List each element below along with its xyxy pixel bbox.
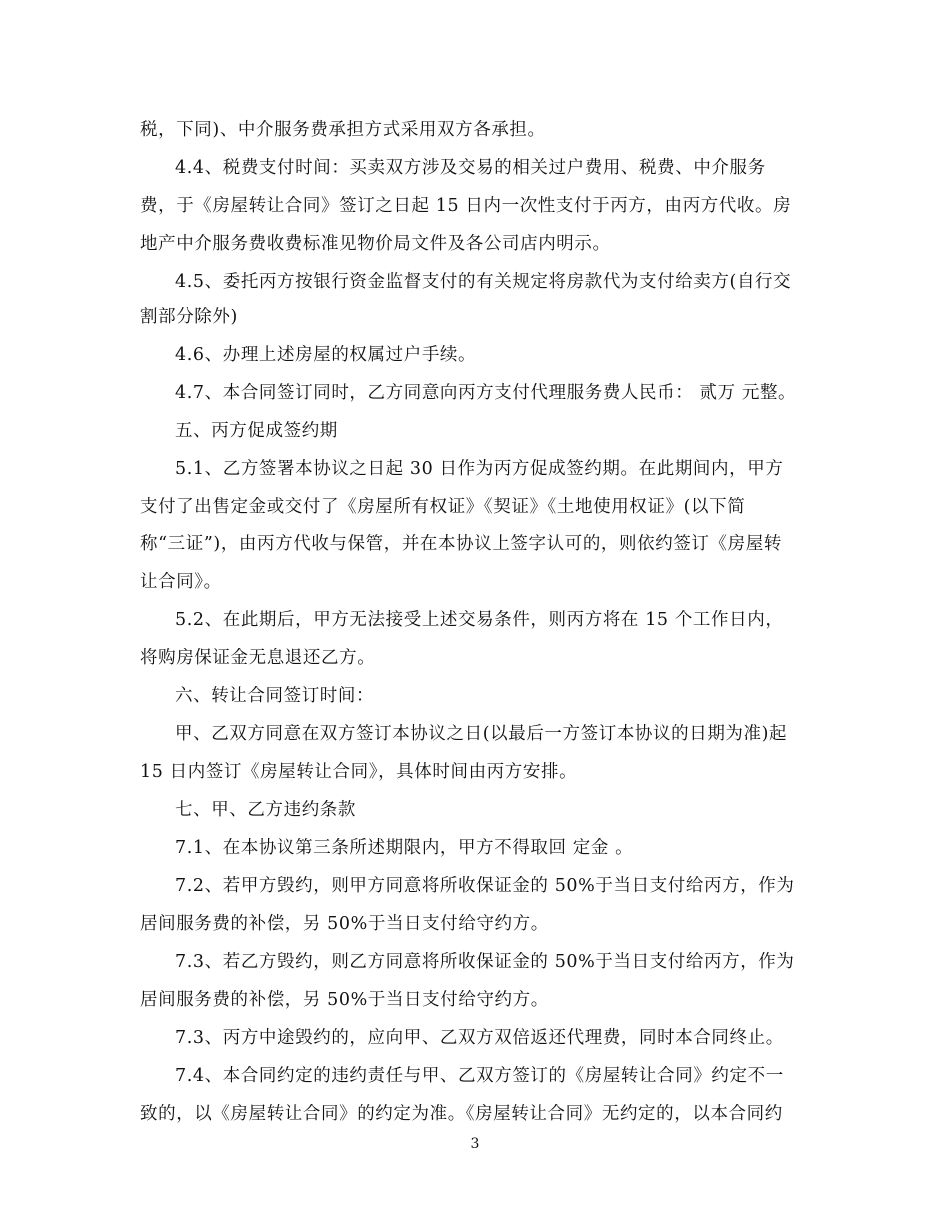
text-line: 4.6、办理上述房屋的权属过户手续。 [175,345,477,365]
text-line: 5.1、乙方签署本协议之日起 30 日作为丙方促成签约期。在此期间内，甲方 [175,459,784,479]
text-line: 7.4、本合同约定的违约责任与甲、乙双方签订的《房屋转让合同》约定不一 [175,1066,784,1086]
section-heading: 六、转让合同签订时间： [175,686,375,706]
text-line: 支付了出售定金或交付了《房屋所有权证》《契证》《土地使用权证》(以下简 [140,497,746,517]
text-line: 税，下同)、中介服务费承担方式采用双方各承担。 [140,120,546,140]
text-line: 地产中介服务费收费标准见物价局文件及各公司店内明示。 [140,234,611,254]
text-line: 居间服务费的补偿，另 50%于当日支付给守约方。 [140,990,549,1010]
text-line: 甲、乙双方同意在双方签订本协议之日(以最后一方签订本协议的日期为准)起 [175,724,788,744]
text-line: 5.2、在此期后，甲方无法接受上述交易条件，则丙方将在 15 个工作日内， [175,610,784,630]
text-line: 7.3、丙方中途毁约的，应向甲、乙双方双倍返还代理费，同时本合同终止。 [175,1028,784,1048]
text-line: 4.7、本合同签订同时，乙方同意向丙方支付代理服务费人民币： 贰万 元整。 [175,383,797,403]
page-number: 3 [470,1136,480,1152]
section-heading: 七、甲、乙方违约条款 [175,800,356,820]
text-line: 15 日内签订《房屋转让合同》，具体时间由丙方安排。 [140,762,578,782]
text-line: 居间服务费的补偿，另 50%于当日支付给守约方。 [140,914,549,934]
text-line: 将购房保证金无息退还乙方。 [140,648,376,668]
text-line: 4.5、委托丙方按银行资金监督支付的有关规定将房款代为支付给卖方(自行交 [175,272,792,292]
text-line: 称“三证”)，由丙方代收与保管，并在本协议上签字认可的，则依约签订《房屋转 [140,534,782,554]
text-line: 割部分除外) [140,307,238,327]
text-line: 4.4、税费支付时间：买卖双方涉及交易的相关过户费用、税费、中介服务 [175,158,766,178]
text-line: 7.3、若乙方毁约，则乙方同意将所收保证金的 50%于当日支付给丙方，作为 [175,952,795,972]
text-line: 致的，以《房屋转让合同》的约定为准。《房屋转让合同》无约定的，以本合同约 [140,1104,783,1124]
text-line: 7.2、若甲方毁约，则甲方同意将所收保证金的 50%于当日支付给丙方，作为 [175,876,795,896]
text-line: 7.1、在本协议第三条所述期限内，甲方不得取回 定金 。 [175,838,634,858]
section-heading: 五、丙方促成签约期 [175,421,338,441]
text-line: 费，于《房屋转让合同》签订之日起 15 日内一次性支付于丙方，由丙方代收。房 [140,196,792,216]
text-line: 让合同》。 [140,572,222,592]
